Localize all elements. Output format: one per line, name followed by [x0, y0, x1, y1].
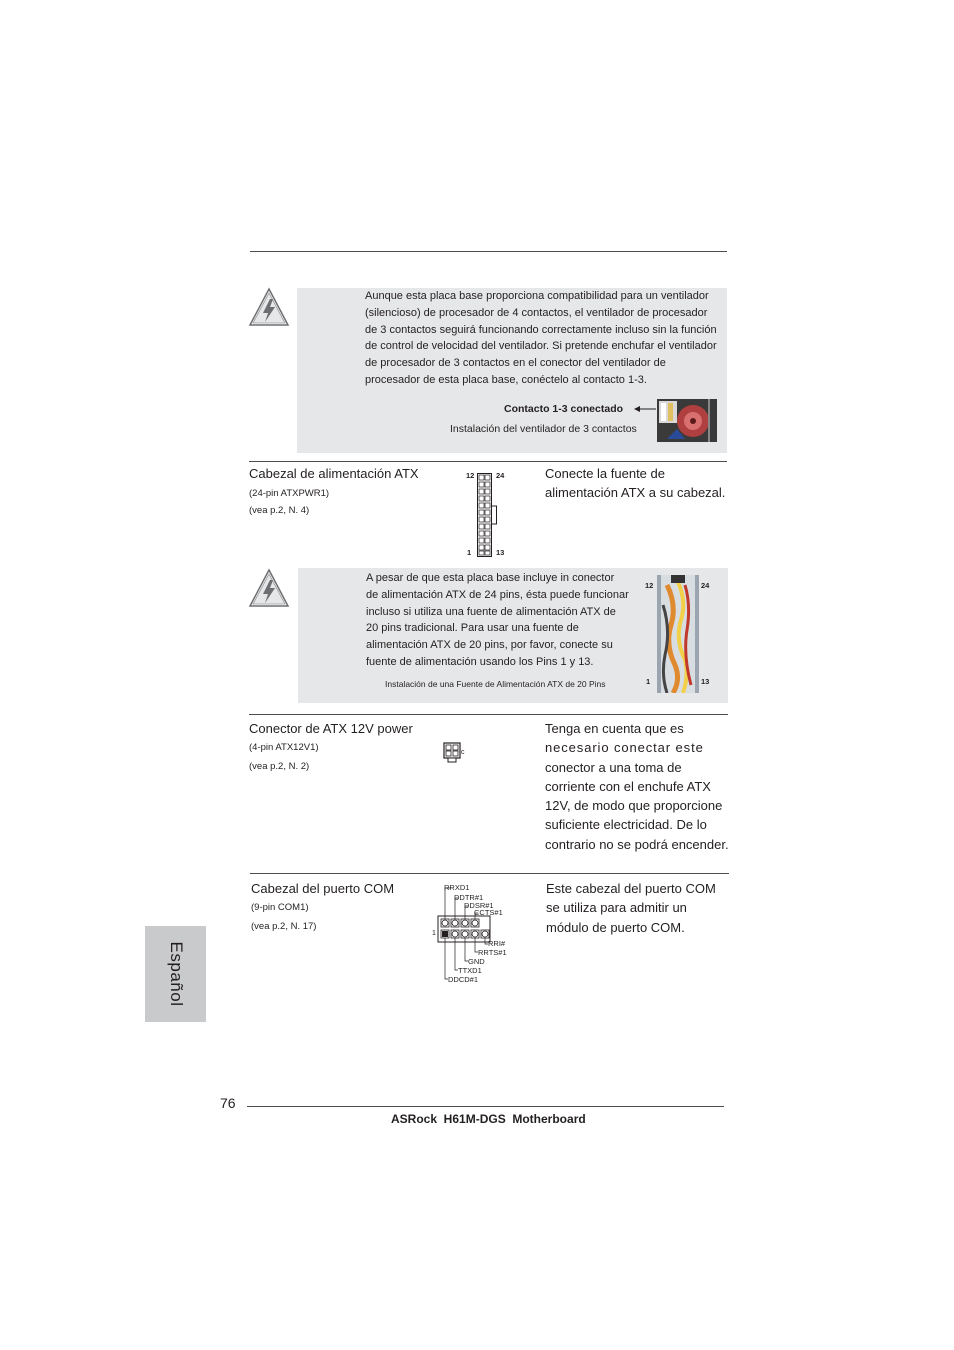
fan-connected-label: Contacto 1-3 conectado — [504, 403, 624, 415]
footer-rule — [247, 1106, 724, 1107]
fan-note-text — [365, 288, 727, 389]
com-desc-line: Este cabezal del puerto COM — [546, 881, 716, 896]
pin-label-13: 13 — [701, 677, 710, 686]
pin-label-13: 13 — [496, 548, 505, 557]
fan-note-line: (silencioso) de procesador de 4 contactos, el ventilador de procesador — [365, 306, 708, 319]
warning-icon — [248, 568, 290, 608]
com-desc-line: módulo de puerto COM. — [546, 919, 685, 935]
footer-product: ASRock H61M-DGS Motherboard — [391, 1112, 586, 1126]
atx12v-ref: (vea p.2, N. 2) — [249, 761, 310, 772]
warning-icon — [248, 287, 290, 327]
com-pin-label: TTXD1 — [458, 966, 482, 975]
atx20-connector-photo — [657, 575, 699, 693]
svg-text:c: c — [461, 749, 465, 756]
section-rule — [250, 873, 729, 874]
atx12v-pin-spec: (4-pin ATX12V1) — [249, 742, 319, 753]
atx20-caption: Instalación de una Fuente de Alimentación ATX de 20 Pins — [385, 679, 606, 689]
page-number: 76 — [220, 1095, 236, 1111]
atx12v-desc-line: contrario no se podrá encender. — [545, 836, 729, 852]
fan-note-line: de 3 contactos seguirá funcionando correctamente incluso sin la función — [365, 323, 717, 336]
atx-power-title: Cabezal de alimentación ATX — [249, 466, 419, 481]
com-pin-spec: (9-pin COM1) — [251, 902, 309, 913]
atx12v-desc-line: Tenga en cuenta que es — [545, 721, 684, 736]
atx12v-desc — [545, 719, 729, 854]
fan-caption: Instalación del ventilador de 3 contactos — [450, 423, 637, 435]
com-pin-label: RRI# — [488, 939, 506, 948]
atx20-note-line: alimentación ATX de 20 pins, por favor, conecte su — [366, 639, 613, 652]
atx12v-desc-line: 12V, de modo que proporcione — [545, 798, 723, 814]
fan-note-line: procesador de esta placa base, conéctelo al contacto 1-3. — [365, 373, 647, 386]
fan-note-line: Aunque esta placa base proporciona compatibilidad para un ventilador — [365, 290, 709, 302]
fan-connector-photo — [657, 399, 717, 442]
fan-note-line: de control de velocidad del ventilador. Si pretende enchufar el ventilador — [365, 340, 717, 353]
atx12v-desc-line: necesario conectar este — [545, 740, 704, 756]
pin-label-12: 12 — [645, 581, 654, 590]
atx20-note-line: de alimentación ATX de 24 pins, ésta puede funcionar — [366, 588, 629, 601]
atx20-note-line: incluso si utiliza una fuente de alimentación ATX de — [366, 605, 616, 618]
com-pin-label: CCTS#1 — [474, 908, 503, 917]
pin-label-1: 1 — [646, 677, 651, 686]
atx-24pin-connector-diagram — [477, 473, 499, 557]
com-pin-label: RRTS#1 — [478, 948, 507, 957]
atx-power-desc — [545, 464, 730, 503]
atx-power-ref: (vea p.2, N. 4) — [249, 505, 310, 516]
language-side-tab — [145, 926, 206, 1022]
pin-label-24: 24 — [496, 471, 505, 480]
com-desc-line: se utiliza para admitir un — [546, 900, 687, 916]
com-title: Cabezal del puerto COM — [251, 881, 395, 896]
com-pin-label: GND — [468, 957, 485, 966]
com-desc — [546, 879, 730, 937]
pin-label-1: 1 — [467, 548, 472, 557]
language-label: Español — [166, 941, 186, 1007]
com-pin-label: RRXD1 — [444, 883, 470, 892]
header-rule — [250, 251, 727, 252]
pin-label-24: 24 — [701, 581, 710, 590]
atx20-note-text — [366, 570, 646, 671]
section-rule — [249, 461, 727, 462]
com-pin-one-label: 1 — [432, 930, 436, 937]
com-pin-label: DDCD#1 — [448, 975, 479, 984]
com-ref: (vea p.2, N. 17) — [251, 921, 317, 932]
arrow-left-icon — [634, 404, 656, 414]
atx20-note-line: fuente de alimentación usando los Pins 1 y 13. — [366, 655, 594, 668]
atx12v-desc-line: conector a una toma de — [545, 759, 682, 775]
com-pin-label: DDTR#1 — [454, 893, 484, 902]
atx-power-pin-spec: (24-pin ATXPWR1) — [249, 488, 330, 499]
atx12v-4pin-connector-diagram — [443, 742, 469, 764]
pin-label-12: 12 — [466, 471, 475, 480]
fan-note-line: de procesador de 3 contactos en el conector del ventilador de — [365, 357, 666, 370]
atx20-note-line: 20 pins tradicional. Para usar una fuente de — [366, 622, 579, 635]
atx12v-desc-line: suficiente electricidad. De lo — [545, 817, 707, 833]
atx12v-desc-line: corriente con el enchufe ATX — [545, 778, 711, 794]
atx12v-title: Conector de ATX 12V power — [249, 721, 413, 736]
section-rule — [249, 714, 728, 715]
atx-power-desc-line: alimentación ATX a su cabezal. — [545, 485, 726, 501]
atx20-note-line: A pesar de que esta placa base incluye in conector — [366, 572, 615, 584]
com-pin-label: DDSR#1 — [464, 901, 494, 910]
atx-power-desc-line: Conecte la fuente de — [545, 466, 665, 481]
